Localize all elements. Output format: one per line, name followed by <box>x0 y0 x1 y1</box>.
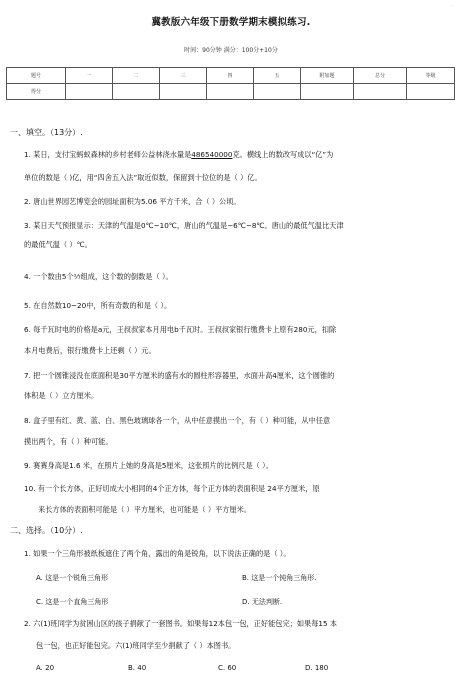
question-9: 9. 赛赛身高是1.6 米，在照片上她的身高是5厘米，这张照片的比例尺是（ ）。 <box>24 461 273 470</box>
score-table-header: 总分 <box>354 68 407 84</box>
question-8-line-2: 摸出两个，有（ ）种可能。 <box>24 437 113 446</box>
score-cell[interactable] <box>66 84 113 100</box>
score-row-label: 得分 <box>7 84 66 100</box>
score-table-header-row <box>7 68 455 84</box>
score-cell[interactable] <box>301 84 354 100</box>
mc-question-2-line-2: 包一包，也正好能包完。六(1)班同学至少捐献了（ ）本图书。 <box>36 641 236 650</box>
underlined-number: 486540000 <box>191 150 233 159</box>
question-1-text-b: 克。横线上的数改写成以“亿”为 <box>232 150 334 159</box>
question-3-line-1: 3. 某日天气预报显示：天津的气温是0℃~10℃，唐山的气温是−6℃~8℃。唐山的最低气温比天津 <box>24 221 344 230</box>
question-5: 5. 在自然数10~20中，所有奇数的和是（ ）。 <box>24 301 172 310</box>
question-10-line-2: 来长方体的表面积可能是（ ）平方厘米，也可能是（ ）平方厘米。 <box>38 505 252 514</box>
page-title: 冀教版六年级下册数学期末模拟练习. <box>151 17 311 28</box>
score-cell[interactable] <box>160 84 207 100</box>
question-1-line-1 <box>24 150 333 160</box>
question-6-line-1: 6. 每千瓦时电的价格是a元，王叔叔家本月用电b千瓦时。王叔叔家银行缴费卡上原有280元，扣除 <box>24 325 337 334</box>
score-table-header: 三 <box>160 68 207 84</box>
score-cell[interactable] <box>407 84 455 100</box>
mc-q1-option-d[interactable]: D. 无法判断. <box>242 598 283 606</box>
question-1-text-a: 1. 某日，支付宝蚂蚁森林的乡村老师公益林浇水量是 <box>24 150 192 159</box>
mc-q2-option-a[interactable]: A. 20 <box>36 664 55 672</box>
mc-q1-option-b[interactable]: B. 这是一个钝角三角形. <box>242 574 317 582</box>
score-table-header: 一 <box>66 68 113 84</box>
section-1-heading: 一、填空。（13分）. <box>10 128 83 137</box>
section-2-heading: 二、选择。（10分）. <box>10 526 83 535</box>
score-cell[interactable] <box>207 84 254 100</box>
mc-question-1: 1. 如果一个三角形被纸板遮住了两个角，露出的角是锐角，以下说法正确的是（ ）。 <box>24 549 291 558</box>
question-6-line-2: 本月电费后，银行缴费卡上还剩（ ）元。 <box>24 346 156 355</box>
mc-q1-option-c[interactable]: C. 这是一个直角三角形 <box>36 598 109 606</box>
question-4: 4. 一个数由5个⅟₇组成，这个数的倒数是（ ）。 <box>24 272 173 281</box>
mc-q2-option-b[interactable]: B. 40 <box>128 664 147 672</box>
score-cell[interactable] <box>354 84 407 100</box>
question-3-line-2: 的最低气温（ ）℃。 <box>24 240 92 249</box>
mc-q2-option-d[interactable]: D. 180 <box>305 664 329 672</box>
question-2: 2. 唐山世界园艺博览会的园址面积为5.06 平方千米，合（ ）公顷。 <box>24 197 241 206</box>
score-table-header: 等级 <box>407 68 455 84</box>
question-8-line-1: 8. 盒子里有红、黄、蓝、白、黑色玻璃球各一个，从中任意摸出一个，有（ ）种可能，从中任意 <box>24 416 331 425</box>
score-cell[interactable] <box>254 84 301 100</box>
mc-q2-option-c[interactable]: C. 60 <box>218 664 237 672</box>
score-table-header: 四 <box>207 68 254 84</box>
score-table-header: 二 <box>113 68 160 84</box>
score-table-header: 附加题 <box>301 68 354 84</box>
score-cell[interactable] <box>113 84 160 100</box>
corner-mark: . <box>452 2 454 8</box>
question-10-line-1: 10. 有一个长方体，正好切成大小相同的4个正方体，每个正方体的表面积是 24平方厘米，原 <box>24 484 320 493</box>
score-table <box>6 67 455 100</box>
mc-q1-option-a[interactable]: A. 这是一个锐角三角形 <box>36 574 109 582</box>
question-7-line-2: 体积是（ ）立方厘米。 <box>24 391 99 400</box>
exam-info: 时间：90分钟 满分：100分+10分 <box>184 47 278 54</box>
question-7-line-1: 7. 把一个圆锥浸没在底面积是30平方厘米的盛有水的圆柱形容器里，水面升高4厘米，这个圆锥的 <box>24 371 335 380</box>
score-table-header: 五 <box>254 68 301 84</box>
mc-question-2-line-1: 2. 六(1)班同学为贫困山区的孩子捐献了一套图书。如果每12本包一包，正好能包完；如果每15 本 <box>24 619 338 628</box>
score-table-row <box>7 84 455 100</box>
question-1-line-2: 单位的数是（ )亿，用“四舍五入法”取近似数，保留到十位位的是（ ）亿。 <box>24 173 262 182</box>
score-table-header: 题号 <box>7 68 66 84</box>
